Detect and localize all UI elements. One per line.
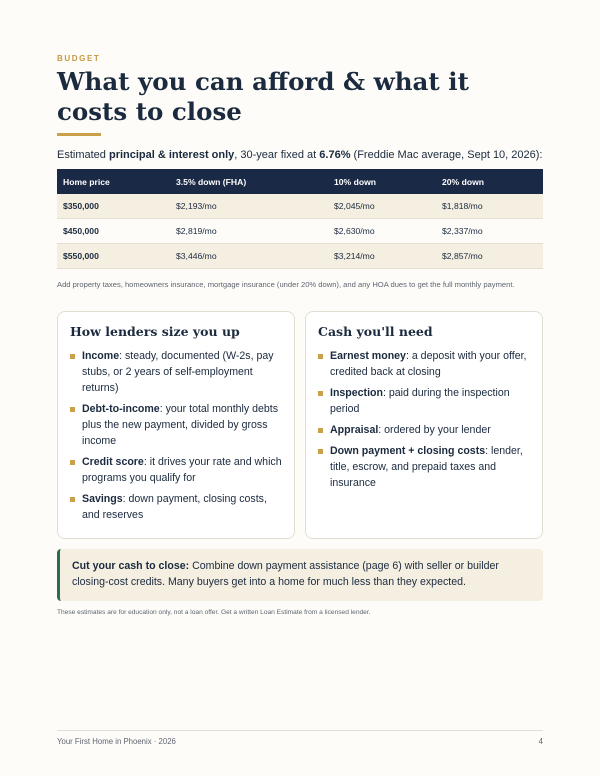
list-item-label: Income bbox=[82, 350, 120, 362]
table-note: Add property taxes, homeowners insurance, mortgage insurance (under 20% down), and any HOA dues to get the full monthly payment. bbox=[57, 280, 515, 289]
list-item bbox=[318, 348, 534, 380]
lenders-card-title: How lenders size you up bbox=[70, 324, 240, 339]
table-cell: $2,045/mo bbox=[328, 194, 436, 219]
cash-card bbox=[305, 311, 543, 539]
table-header-20-down: 20% down bbox=[436, 169, 543, 194]
table-cell: $3,214/mo bbox=[328, 244, 436, 269]
list-item bbox=[70, 454, 286, 486]
table-cell: $550,000 bbox=[57, 244, 170, 269]
list-item bbox=[70, 491, 286, 523]
list-item bbox=[70, 401, 286, 449]
lenders-list bbox=[70, 348, 286, 528]
table-row bbox=[57, 194, 543, 219]
list-item-text: : ordered by your lender bbox=[378, 424, 491, 436]
footer-divider bbox=[57, 730, 543, 731]
bullet-icon bbox=[70, 460, 75, 465]
intro-mid: , 30-year fixed at bbox=[234, 149, 320, 161]
table-cell: $2,857/mo bbox=[436, 244, 543, 269]
section-eyebrow: BUDGET bbox=[57, 54, 101, 63]
intro-bold-pi: principal & interest only bbox=[108, 149, 235, 161]
table-cell: $2,337/mo bbox=[436, 219, 543, 244]
list-item-label: Savings bbox=[82, 493, 123, 505]
table-row bbox=[57, 219, 543, 244]
list-item bbox=[318, 443, 534, 491]
cash-card-title: Cash you'll need bbox=[318, 324, 433, 339]
list-item-text: : a deposit with your offer, credited back at closing bbox=[330, 350, 527, 378]
callout-label: Cut your cash to close: bbox=[72, 560, 190, 572]
list-item-text: : steady, documented (W-2s, pay stubs, or 2 years of self-employment returns) bbox=[82, 350, 274, 394]
list-item-label: Credit score bbox=[82, 456, 144, 468]
list-item-text: : lender, title, escrow, and prepaid taxes and insurance bbox=[330, 445, 523, 489]
lenders-card bbox=[57, 311, 295, 539]
list-item-label: Debt-to-income bbox=[82, 403, 160, 415]
list-item-label: Appraisal bbox=[330, 424, 379, 436]
bullet-icon bbox=[318, 391, 323, 396]
table-row bbox=[57, 244, 543, 269]
table-cell: $2,193/mo bbox=[170, 194, 328, 219]
bullet-icon bbox=[70, 407, 75, 412]
table-cell: $3,446/mo bbox=[170, 244, 328, 269]
list-item-label: Down payment + closing costs bbox=[330, 445, 486, 457]
list-item bbox=[70, 348, 286, 396]
table-cell: $350,000 bbox=[57, 194, 170, 219]
list-item-label: Inspection bbox=[330, 387, 383, 399]
disclaimer: These estimates are for education only, not a loan offer. Get a written Loan Estimate from a licensed lender. bbox=[57, 609, 371, 616]
table-header-row bbox=[57, 169, 543, 194]
payment-table bbox=[57, 169, 543, 269]
bullet-icon bbox=[318, 354, 323, 359]
intro-bold-rate: 6.76% bbox=[319, 149, 351, 161]
bullet-icon bbox=[70, 354, 75, 359]
table-header-10-down: 10% down bbox=[328, 169, 436, 194]
tip-callout bbox=[57, 549, 543, 601]
bullet-icon bbox=[318, 449, 323, 454]
footer-title: Your First Home in Phoenix · 2026 bbox=[57, 737, 176, 746]
table-cell: $2,630/mo bbox=[328, 219, 436, 244]
cash-list bbox=[318, 348, 534, 496]
table-header-home-price: Home price bbox=[57, 169, 170, 194]
page-number: 4 bbox=[538, 737, 543, 746]
list-item bbox=[318, 385, 534, 417]
title-divider bbox=[57, 133, 101, 136]
list-item-text: : it drives your rate and which programs you qualify for bbox=[82, 456, 282, 484]
intro-post: (Freddie Mac average, Sept 10, 2026): bbox=[350, 149, 543, 161]
list-item-text: : down payment, closing costs, and reserves bbox=[82, 493, 267, 521]
table-cell: $2,819/mo bbox=[170, 219, 328, 244]
table-cell: $450,000 bbox=[57, 219, 170, 244]
list-item bbox=[318, 422, 534, 438]
intro-pre: Estimated bbox=[57, 149, 109, 161]
list-item-label: Earnest money bbox=[330, 350, 406, 362]
bullet-icon bbox=[318, 428, 323, 433]
bullet-icon bbox=[70, 497, 75, 502]
list-item-text: : paid during the inspection period bbox=[330, 387, 510, 415]
page-title: What you can afford & what it costs to close bbox=[57, 67, 469, 126]
intro-text bbox=[57, 149, 543, 161]
table-header-fha: 3.5% down (FHA) bbox=[170, 169, 328, 194]
list-item-text: : your total monthly debts plus the new payment, divided by gross income bbox=[82, 403, 279, 447]
callout-text: Combine down payment assistance (page 6) with seller or builder closing-cost credits. Many buyers get into a home for much less than they expected. bbox=[72, 560, 499, 588]
table-cell: $1,818/mo bbox=[436, 194, 543, 219]
